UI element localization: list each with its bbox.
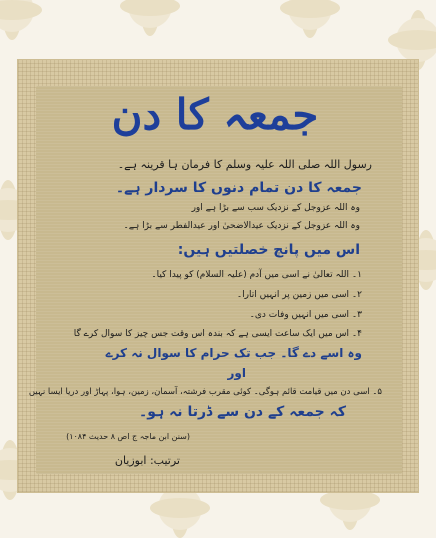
intro-line-3: وہ اللہ عزوجل کے نزدیک سب سے بڑا ہے اور [191,203,360,213]
point-5: ۵۔ اسی دن میں قیامت قائم ہوگی۔ کوئی مقرب فرشتہ، آسمان، زمین، ہوا، پہاڑ اور دریا ایسا نہیں [28,387,382,397]
point-2: ۲۔ اسی میں زمین پر انہیں اتارا۔ [236,290,362,300]
intro-line-1: رسول اللہ صلی اللہ علیہ وسلم کا فرمان ہا قرینہ ہے۔ [117,158,372,171]
point-4: ۴۔ اس میں ایک ساعت ایسی ہے کہ بندہ اس وقت جس چیز کا سوال کرے گا [73,329,362,339]
flower-ornament [120,0,180,36]
compiler-credit: ترتیب: ابوزیان [114,454,180,467]
flower-ornament [0,0,42,40]
reference: (سنن ابن ماجہ ج اص ۸ حدیث ۱۰۸۴) [66,432,190,441]
point-3: ۳۔ اسی میں انہیں وفات دی۔ [249,310,362,320]
intro-line-2: جمعہ کا دن تمام دنوں کا سردار ہے۔ [115,180,362,196]
point-1: ۱۔ اللہ تعالیٰ نے اسی میں آدم (علیہ السلام) کو پیدا کیا۔ [151,270,362,280]
intro-line-4: وہ اللہ عزوجل کے نزدیک عیدالاضحیٰ اور عیدالفطر سے بڑا ہے۔ [123,221,360,231]
point-5-continued: کہ جمعہ کے دن سے ڈرتا نہ ہو۔ [139,404,346,420]
point-4-and: اور [227,366,246,380]
point-4-continued: وہ اسے دے گا۔ جب تک حرام کا سوال نہ کرے [105,346,362,360]
page-title: جمعہ کا دن [111,90,319,139]
subheading: اس میں پانچ خصلتیں ہیں: [177,242,360,258]
flower-ornament [280,0,340,38]
